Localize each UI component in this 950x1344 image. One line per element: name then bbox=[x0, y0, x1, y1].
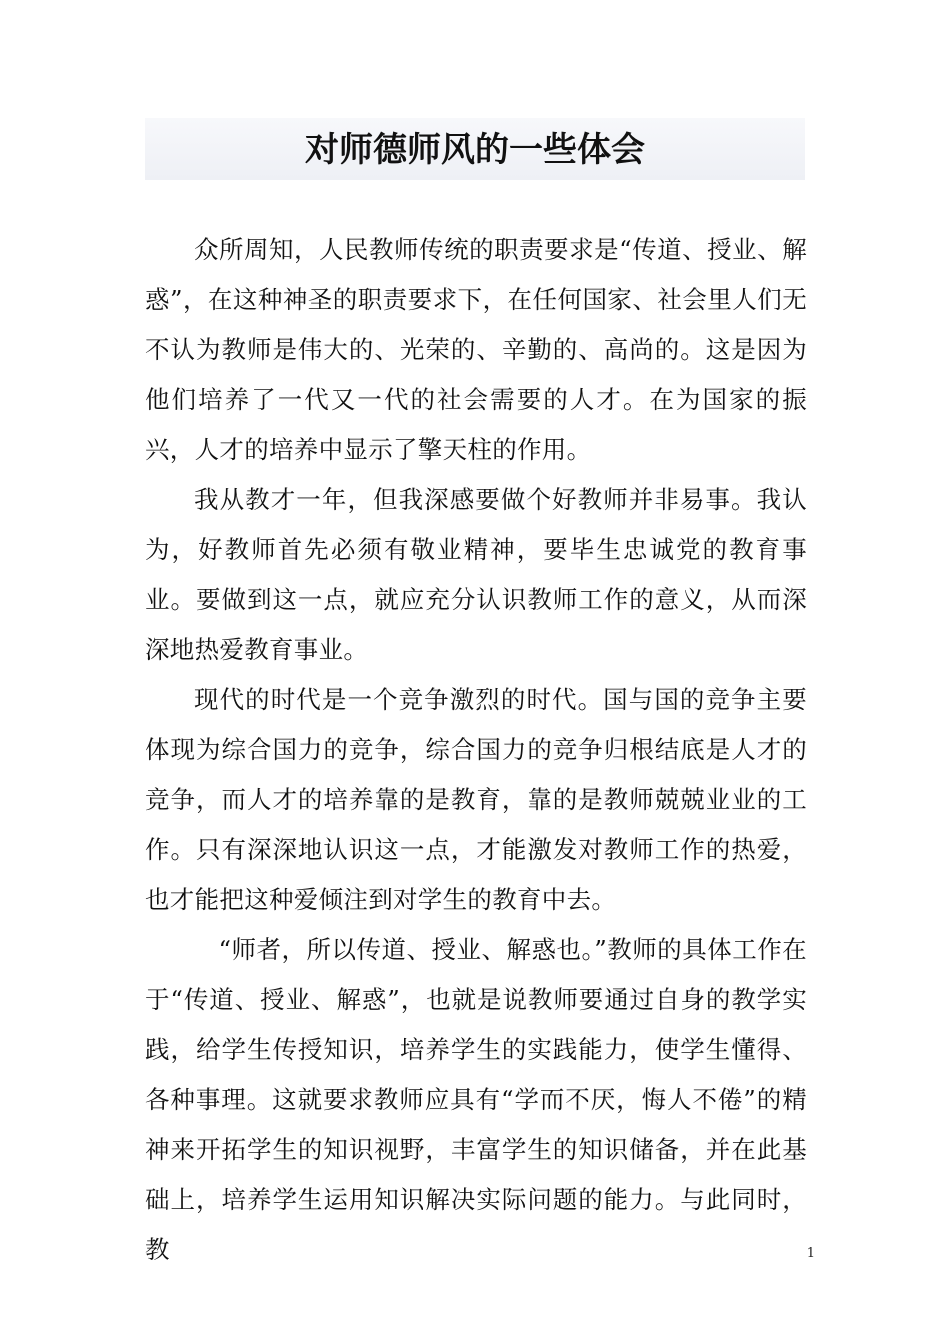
paragraph-4: “师者，所以传道、授业、解惑也。”教师的具体工作在于“传道、授业、解惑”，也就是说教师要通过自身的教学实践，给学生传授知识，培养学生的实践能力，使学生懂得、各种事理。这就要求教师应具有“学而不厌，悔人不倦”的精神来开拓学生的知识视野，丰富学生的知识储备，并在此基础上，培养学生运用知识解决实际问题的能力。与此同时，教 bbox=[145, 935, 807, 1264]
document-title: 对师德师风的一些体会 bbox=[305, 130, 645, 170]
paragraph-3: 现代的时代是一个竞争激烈的时代。国与国的竞争主要体现为综合国力的竞争，综合国力的竞争归根结底是人才的竞争，而人才的培养靠的是教育，靠的是教师兢兢业业的工作。只有深深地认识这一点，才能激发对教师工作的热爱，也才能把这种爱倾注到对学生的教育中去。 bbox=[145, 685, 807, 914]
document-body bbox=[145, 225, 807, 1275]
paragraph-2: 我从教才一年，但我深感要做个好教师并非易事。我认为，好教师首先必须有敬业精神，要毕生忠诚党的教育事业。要做到这一点，就应充分认识教师工作的意义，从而深深地热爱教育事业。 bbox=[145, 485, 807, 664]
page-number: 1 bbox=[806, 1246, 815, 1261]
paragraph-1: 众所周知，人民教师传统的职责要求是“传道、授业、解惑”，在这种神圣的职责要求下，在任何国家、社会里人们无不认为教师是伟大的、光荣的、辛勤的、高尚的。这是因为他们培养了一代又一代的社会需要的人才。在为国家的振兴，人才的培养中显示了擎天柱的作用。 bbox=[145, 235, 807, 464]
